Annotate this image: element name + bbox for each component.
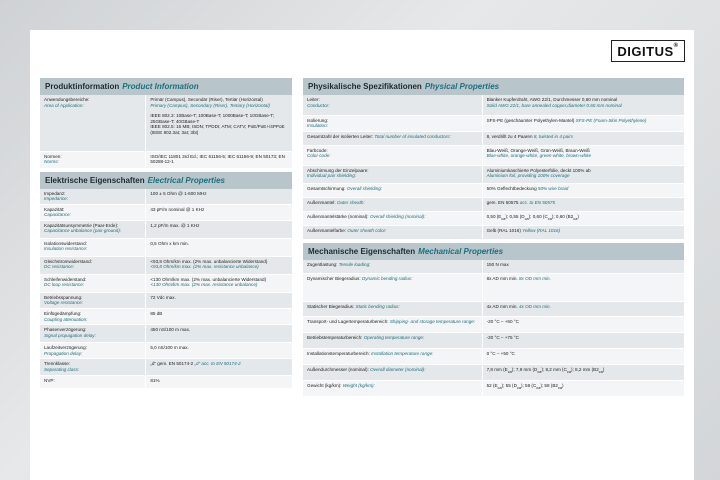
property-value-de: 4x AD mm min.: [486, 304, 518, 310]
property-value-de: 8x AD mm min.: [486, 276, 518, 282]
property-key-cell: [303, 165, 482, 183]
section-header: [40, 172, 292, 189]
section-title-de: Produktinformation: [45, 82, 120, 91]
property-value-cell: [482, 302, 684, 317]
property-label-en: Static bending radius:: [355, 304, 400, 310]
property-key-cell: [303, 365, 482, 381]
property-value-cell: [482, 131, 684, 145]
property-label-de: Kapazitätsunsymmetrie (Paar-Erde):: [44, 222, 119, 228]
table-row: [40, 238, 292, 256]
property-label-de: Gleichstromwiderstand:: [44, 258, 92, 264]
table-row: [303, 115, 684, 131]
property-value-en: Solid AWG 22/1, bare annealed copper,diameter 0.60 mm nominal: [486, 102, 622, 108]
property-value-cell: [146, 292, 292, 308]
property-value-cell: [146, 220, 292, 238]
property-label-de: Betriebstemperaturbereich:: [307, 335, 363, 341]
property-value-en: 4x OD mm min.: [518, 304, 551, 310]
property-label-en: Coupling attenuation:: [44, 316, 88, 322]
property-label-en: Overall shielding:: [346, 185, 383, 191]
property-value-en: 8x OD mm min.: [518, 276, 551, 282]
property-value-de: 5,0 nS/100 m max.: [150, 345, 189, 351]
property-label-en: Total number of insulated conductors:: [374, 133, 451, 139]
section-title-de: Mechanische Eigenschaften: [308, 246, 416, 256]
property-value-de: 100 ± 5 Ohm @ 1-600 MHz: [150, 190, 207, 196]
property-label-en: Dynamic bending radius:: [361, 276, 413, 282]
property-key-cell: [303, 274, 482, 302]
property-label-en: Conductor:: [307, 102, 330, 108]
registered-mark-icon: ®: [673, 43, 679, 49]
property-value-extra: IEEE 802.3: 10Base-T; 100Base-T; 1000Base-T; 10GBase-T; 25GBase-T; 40GBase-T: [150, 113, 274, 124]
table-row: [303, 197, 684, 211]
table-row: [303, 211, 684, 225]
property-key-cell: [40, 204, 146, 220]
property-value-cell: [482, 317, 684, 333]
table-row: [303, 349, 684, 365]
property-label-en: Voltage resistance:: [44, 300, 83, 306]
property-key-cell: [40, 292, 146, 308]
right-column: [303, 78, 684, 400]
section-1: [303, 243, 684, 398]
section-header: [40, 78, 292, 95]
property-value-en: Blue-white, orange-white, green-white, brown-white: [486, 153, 591, 159]
property-value-de: -20 °C – +75 °C: [486, 335, 519, 341]
table-row: [303, 131, 684, 145]
property-label-en: Capacitance unbalance (pair-ground):: [44, 228, 122, 234]
property-label-en: Signal propagation delay:: [44, 332, 96, 338]
property-label-de: Außenmantelstärke (nominal):: [307, 213, 369, 219]
property-value-cell: [482, 211, 684, 225]
section-title-en: Physical Properties: [424, 82, 500, 91]
property-key-cell: [40, 343, 146, 359]
left-column: [40, 78, 292, 392]
property-label-de: Installationstemperaturbereich:: [307, 351, 370, 357]
table-row: [303, 333, 684, 349]
property-label-de: Gewicht (kg/km):: [307, 383, 342, 389]
property-label-en: Outer sheath:: [336, 199, 365, 205]
property-value-cell: [146, 375, 292, 388]
property-value-cell: [482, 365, 684, 381]
property-value-en: <93,8 Ohm/km max. (2% max. resistance unbalance): [150, 264, 259, 270]
property-value-en: 50% wire braid: [537, 185, 569, 191]
property-value-cell: [482, 349, 684, 365]
table-row: [40, 220, 292, 238]
property-value-cell: [482, 274, 684, 302]
property-key-cell: [303, 225, 482, 239]
property-value-en: „d“ acc. to EN 50174-2: [194, 361, 241, 367]
property-value-de: 450 nS/100 m max.: [150, 327, 191, 333]
table-row: [40, 309, 292, 325]
table-row: [303, 165, 684, 183]
property-label-en: DC resistance:: [44, 264, 75, 270]
property-label-de: Anwendungsbereiche:: [44, 97, 90, 102]
property-label-en: Insulation:: [307, 123, 328, 129]
property-value-cell: [146, 325, 292, 343]
property-value-cell: [482, 381, 684, 397]
table-row: [303, 274, 684, 302]
property-value-de: 150 N max: [486, 261, 509, 267]
property-value-en: Primary (Campus), Secondary (Riser), Tertiary (Horizontal): [150, 102, 270, 108]
property-label-de: Außenmantelfarbe:: [307, 227, 347, 233]
property-value-cell: [482, 183, 684, 197]
section-header: [303, 243, 684, 260]
property-key-cell: [40, 274, 146, 292]
property-value-cell: [146, 343, 292, 359]
property-value-de: Primär (Campus), Secondär (Riser), Tertiär (Horizontal): [150, 97, 263, 102]
property-label-en: Shipping- and storage temperature range:: [389, 319, 476, 325]
property-value-extra: IEEE 802.5: 16 MB; ISDN; TPDDI; ATM; CATV; PoE/PoE+/4PPoE (IEEE 802.3at; 3at; 3bt): [150, 124, 285, 135]
property-value-de: <130 Ohm/km max. (2% max. unbalancierte Widerstand): [150, 276, 267, 282]
section-title-en: Electrical Properties: [147, 175, 225, 185]
property-value-cell: [146, 189, 292, 205]
property-key-cell: [303, 211, 482, 225]
table-row: [40, 325, 292, 343]
property-key-cell: [303, 333, 482, 349]
property-label-de: Isolierung:: [307, 117, 329, 123]
table-row: [303, 365, 684, 381]
property-key-cell: [303, 349, 482, 365]
property-key-cell: [303, 145, 482, 165]
spec-table: [303, 95, 684, 240]
property-value-de: 1,2 pF/m max. @ 1 KHz: [150, 222, 200, 228]
datasheet-page: [30, 30, 694, 480]
property-key-cell: [40, 256, 146, 274]
property-value-en: <130 Ohm/km max. (2% max. resistance unbalance): [150, 282, 258, 288]
property-label-de: Abschirmung der Einzelpaare:: [307, 167, 369, 173]
property-key-cell: [40, 375, 146, 388]
property-label-de: Leiter:: [307, 97, 320, 102]
table-row: [303, 302, 684, 317]
table-row: [40, 375, 292, 388]
property-value-cell: [146, 95, 292, 151]
property-label-de: Impedanz:: [44, 190, 66, 196]
property-key-cell: [303, 260, 482, 274]
property-label-de: Schleifenwiderstand:: [44, 276, 87, 282]
property-value-de: -20 °C – +60 °C: [486, 319, 519, 325]
property-key-cell: [40, 220, 146, 238]
property-value-de: ISO/IEC 11801 3rd Ed.; IEC 61156-5; IEC 61156-9; EN 50173; EN 50288-12-1: [150, 153, 285, 165]
property-label-en: Outer sheath color:: [347, 227, 387, 233]
property-label-en: Overall shielding (nominal):: [369, 213, 426, 219]
property-value-cell: [146, 309, 292, 325]
property-value-de: Blau-Weiß, Orange-Weiß, Grün-Weiß, Braun-Weiß: [486, 147, 590, 153]
section-0: [303, 78, 684, 240]
property-value-cell: [146, 274, 292, 292]
property-value-cell: [146, 238, 292, 256]
property-label-de: Außenmantel:: [307, 199, 336, 205]
property-label-de: NVP:: [44, 377, 55, 383]
property-value-en: 8, twisted in 4 pairs: [533, 133, 574, 139]
property-key-cell: [303, 115, 482, 131]
property-key-cell: [40, 151, 146, 168]
property-key-cell: [40, 95, 146, 151]
property-label-en: Color code:: [307, 153, 331, 159]
property-label-en: Norms:: [44, 159, 59, 165]
property-label-en: Individual pair shielding:: [307, 173, 357, 179]
table-row: [303, 381, 684, 397]
property-value-de: Blanker Kupferdraht, AWG 22/1, Durchmesser 0,60 mm nominal: [486, 97, 618, 102]
property-value-cell: [146, 151, 292, 168]
property-value-de: 50% Geflechtbedeckung: [486, 185, 537, 191]
property-label-en: Tensile loading:: [338, 261, 371, 267]
property-value: 7,8 mm $(E_{ca})$; 7,9 mm $(D_{ca})$; 8,2 mm $(C_{ca})$; 8,2 mm $(B2_{ca})$: [486, 367, 605, 375]
property-value-de: SFS-PE (geschäumter Polyethylen-Mantel): [486, 117, 575, 123]
property-value-de: 0 °C – +50 °C: [486, 351, 515, 357]
digitus-logo: [611, 40, 685, 62]
property-value-de: Gelb (RAL 1016): [486, 227, 521, 233]
table-row: [40, 359, 292, 375]
property-value-cell: [482, 260, 684, 274]
property-key-cell: [40, 309, 146, 325]
property-key-cell: [303, 317, 482, 333]
property-label-de: Kapazität:: [44, 206, 65, 212]
property-label-de: Transport- und Lagertemperaturbereich:: [307, 319, 389, 325]
property-value-de: 43 pF/m nominal @ 1 KHz: [150, 206, 205, 212]
property-label-en: Operating temperature range:: [363, 335, 425, 341]
table-row: [303, 183, 684, 197]
section-1: [40, 172, 292, 389]
table-row: [40, 151, 292, 168]
brand-name: DIGITUS: [617, 43, 674, 59]
property-label-en: Propagation delay:: [44, 350, 83, 356]
section-title-en: Product Information: [122, 82, 199, 91]
table-row: [40, 189, 292, 205]
table-row: [40, 292, 292, 308]
spec-table: [303, 260, 684, 398]
section-header: [303, 78, 684, 95]
property-label-de: Einfügedämpfung:: [44, 311, 82, 317]
property-label-de: Laufzeitverzögerung:: [44, 345, 87, 351]
property-label-de: Farbcode:: [307, 147, 328, 153]
property-value-en: SFS-PE (Foam-Skin Polyethylene): [575, 117, 647, 123]
property-label-de: Außendurchmesser (nominal):: [307, 367, 369, 373]
property-value-de: Aluminiumkaschierte Polyesterfolie, deckt 100% ab: [486, 167, 591, 173]
property-value: 0,50 $(E_{ca})$; 0,55 $(D_{ca})$; 0,60 $(C_{ca})$; 0,60 $(B2_{ca})$: [486, 213, 579, 221]
property-label-de: Isolationswiderstand:: [44, 240, 87, 246]
property-key-cell: [303, 197, 482, 211]
property-value-cell: [482, 145, 684, 165]
table-row: [40, 256, 292, 274]
property-label-en: Separating class:: [44, 367, 80, 373]
property-key-cell: [303, 183, 482, 197]
property-value-cell: [146, 256, 292, 274]
property-label-de: Gesamtschirmung:: [307, 185, 346, 191]
property-key-cell: [40, 359, 146, 375]
property-value-cell: [146, 359, 292, 375]
property-label-en: Weight (kg/km):: [342, 383, 375, 389]
property-value-cell: [482, 333, 684, 349]
table-row: [40, 204, 292, 220]
table-row: [303, 260, 684, 274]
table-row: [303, 145, 684, 165]
property-value-de: 81%: [150, 377, 160, 383]
property-key-cell: [303, 95, 482, 115]
property-label-de: Normen:: [44, 153, 62, 159]
section-title-de: Elektrische Eigenschaften: [45, 175, 145, 185]
property-value-de: „d“ gem. EN 50174-2: [150, 361, 194, 367]
property-label-en: Insulation resistance:: [44, 246, 88, 252]
section-title-de: Physikalische Spezifikationen: [308, 82, 422, 91]
property-value-cell: [482, 95, 684, 115]
property-key-cell: [303, 381, 482, 397]
table-row: [40, 343, 292, 359]
spec-table: [40, 95, 292, 169]
spec-table: [40, 189, 292, 389]
property-value-de: 0,5 Ohm x km min.: [150, 240, 189, 246]
property-value-de: 8, verdrillt zu 4 Paaren: [486, 133, 533, 139]
table-row: [303, 317, 684, 333]
property-value-cell: [482, 165, 684, 183]
property-label-en: Installation temperature range:: [371, 351, 434, 357]
property-value-cell: [146, 204, 292, 220]
table-row: [40, 95, 292, 151]
table-row: [303, 225, 684, 239]
property-key-cell: [40, 238, 146, 256]
section-0: [40, 78, 292, 169]
property-label-en: Overall diameter (nominal):: [370, 367, 426, 373]
property-value-de: 72 Vdc max.: [150, 294, 176, 300]
property-label-de: Betriebsspannung:: [44, 294, 83, 300]
property-value: 52 $(E_{ca})$; 55 $(D_{ca})$; 58 $(C_{ca})$; 58 $(B2_{ca})$: [486, 383, 564, 391]
property-label-en: Capacitance:: [44, 212, 71, 218]
property-value-en: Yellow (RAL 1016): [522, 227, 561, 233]
property-value-cell: [482, 225, 684, 239]
property-key-cell: [40, 189, 146, 205]
property-label-de: Phasenverzögerung:: [44, 327, 87, 333]
property-key-cell: [303, 131, 482, 145]
property-label-de: Statischer Biegeradius:: [307, 304, 355, 310]
property-value-de: <93,8 Ohm/km max. (2% max. unbalancierte Widerstand): [150, 258, 268, 264]
property-key-cell: [40, 325, 146, 343]
property-value-de: gem. EN 50575: [486, 199, 519, 205]
property-label-en: Area of Application:: [44, 102, 84, 108]
property-label-de: Dynamischer Biegeradius:: [307, 276, 361, 282]
property-value-cell: [482, 197, 684, 211]
table-row: [303, 95, 684, 115]
section-title-en: Mechanical Properties: [418, 246, 504, 256]
property-label-en: DC loop resistance:: [44, 282, 85, 288]
property-label-de: Trennklasse:: [44, 361, 71, 367]
property-label-en: Impedance:: [44, 196, 69, 202]
table-row: [40, 274, 292, 292]
property-value-en: Aluminium foil, providing 100% coverage: [486, 173, 570, 179]
property-value-en: acc. to EN 50575: [519, 199, 556, 205]
property-value-de: 85 dB: [150, 311, 163, 317]
property-label-de: Zugentlastung:: [307, 261, 338, 267]
property-label-de: Gesamtzahl der isolierten Leiter:: [307, 133, 374, 139]
property-value-cell: [482, 115, 684, 131]
property-key-cell: [303, 302, 482, 317]
